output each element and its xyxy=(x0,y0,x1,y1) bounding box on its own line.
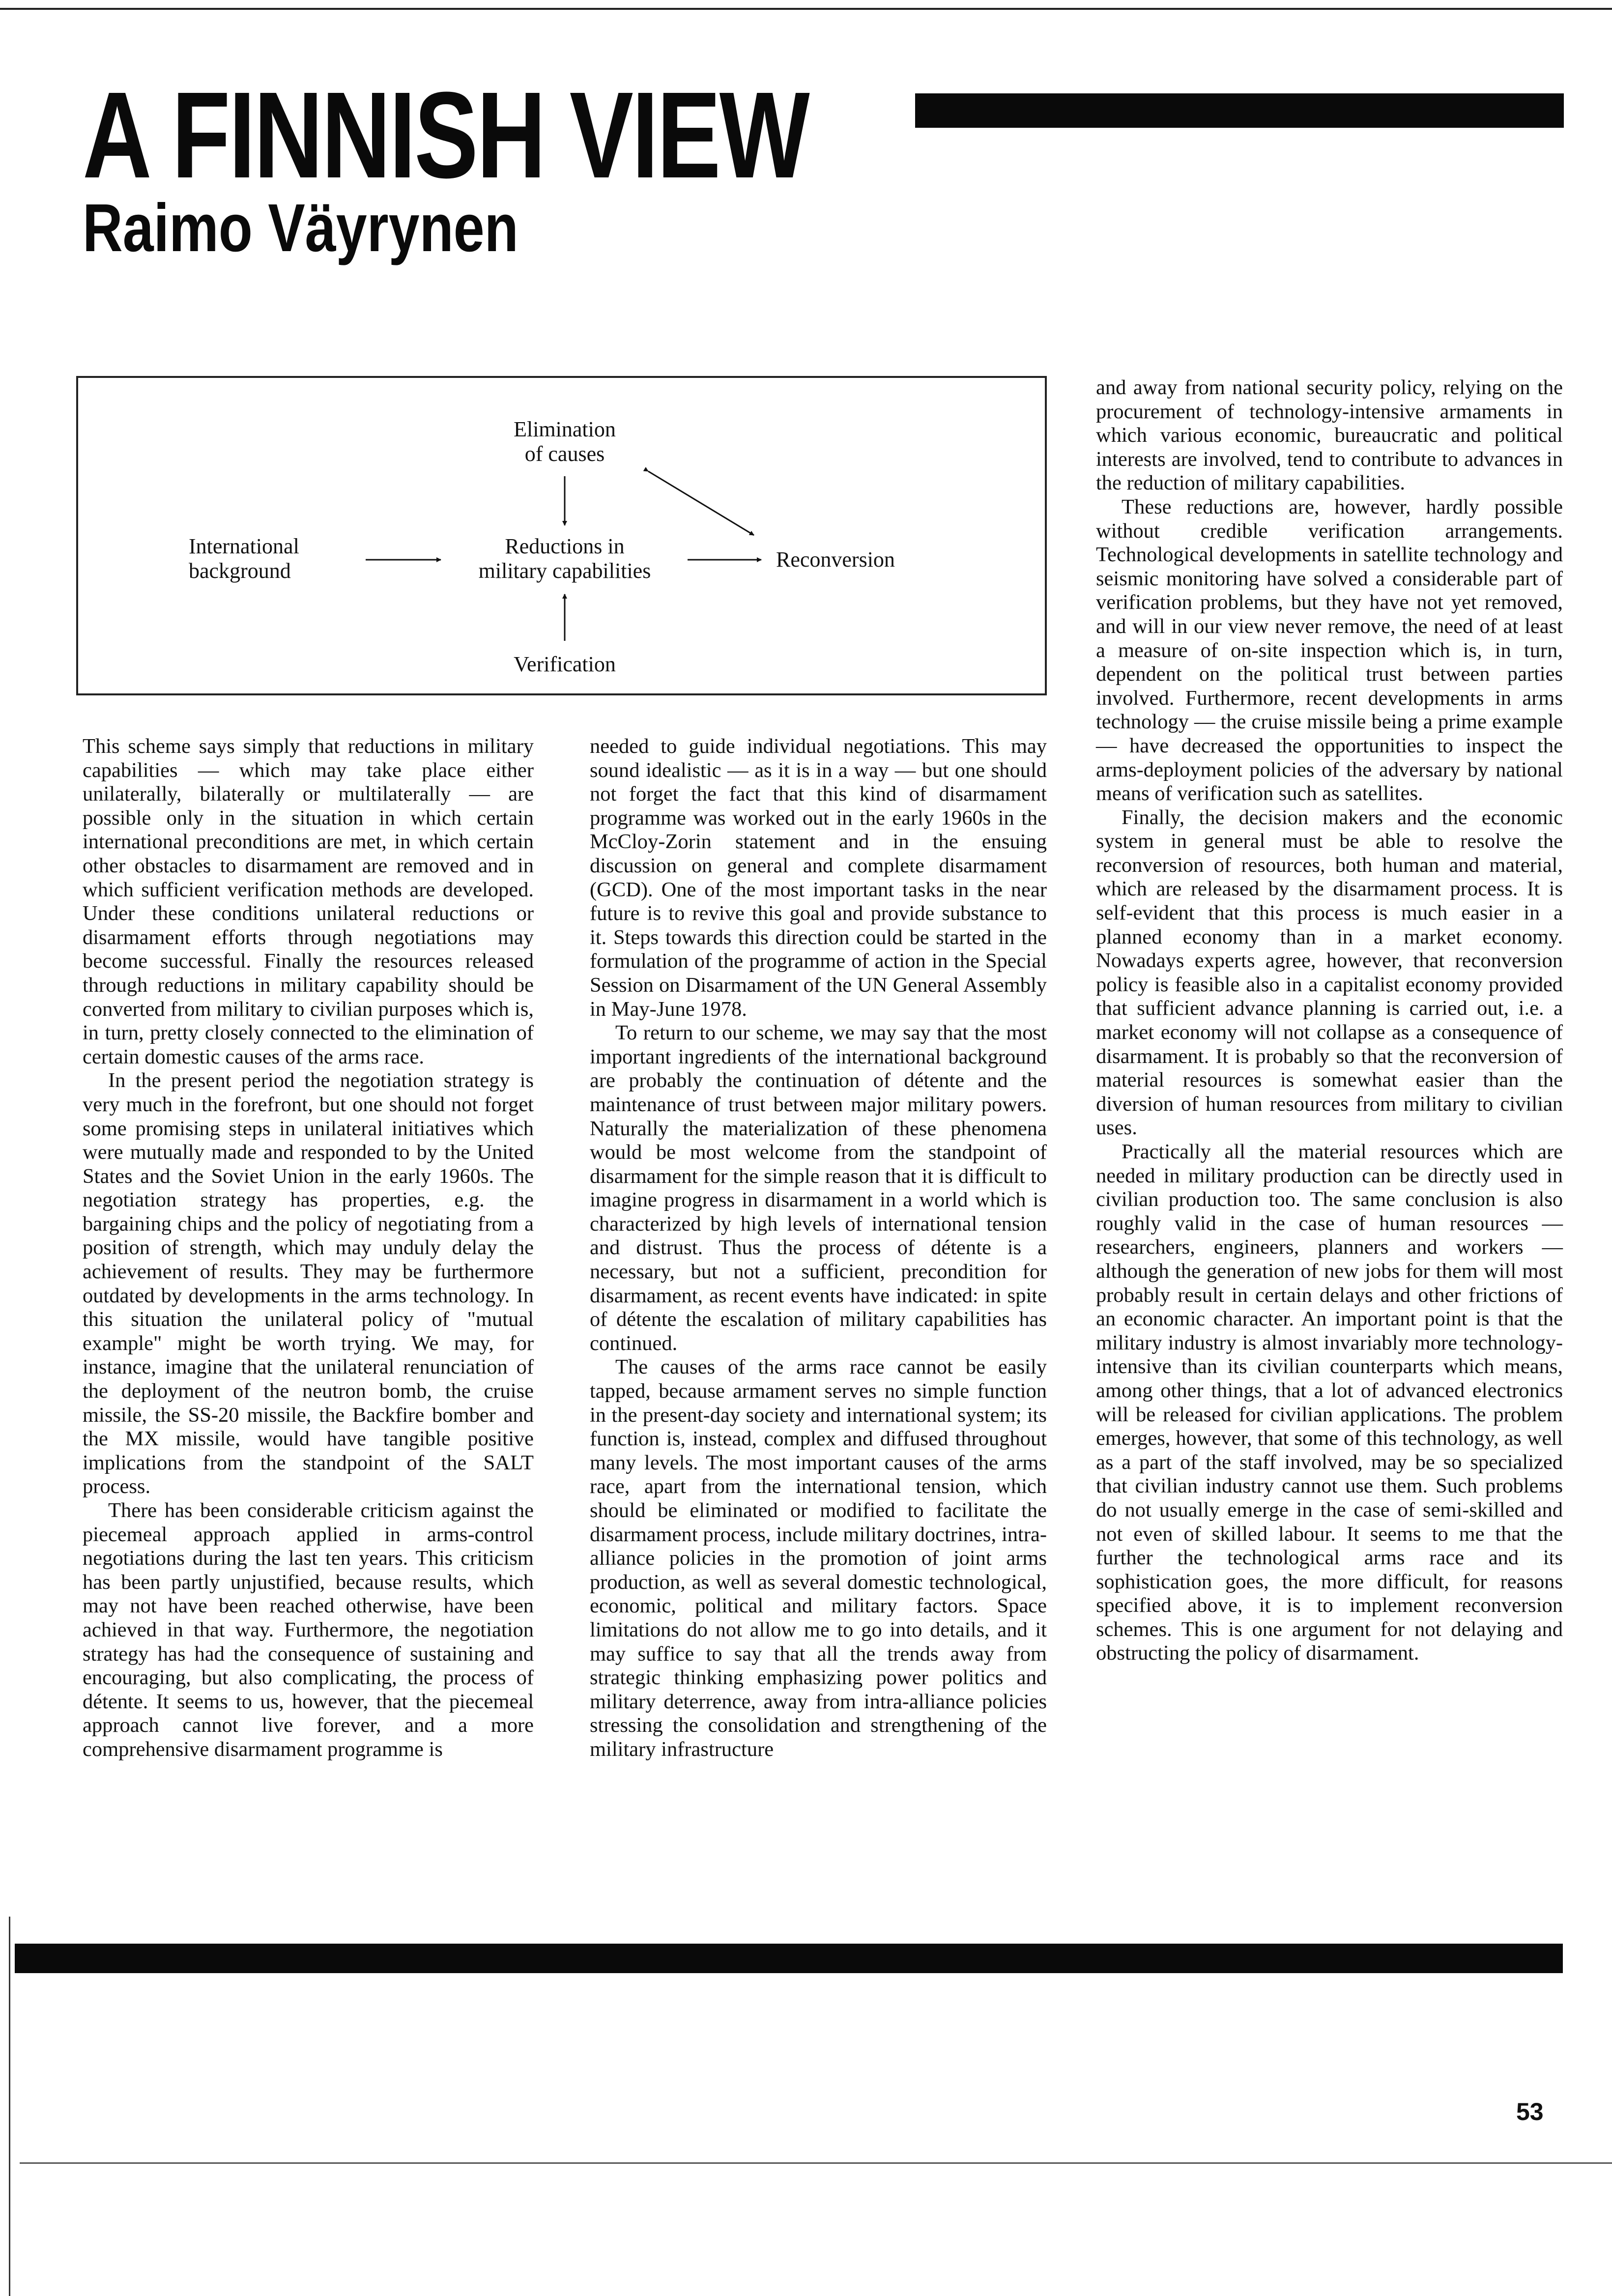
paragraph: needed to guide individual negotiations. This may sound idealistic — as it is in a way — but one should not forget the fact that this kind of disarmament programme was worked out in the early 1960s in the McCloy-Zorin statement and in the ensuing discussion on general and complete disarmament (GCD). One of the most important tasks in the near future is to revive this goal and provide substance to it. Steps towards this direction could be started in the formulation of the programme of action in the Special Session on Disarmament of the UN General Assembly in May-June 1978. xyxy=(590,735,1047,1021)
text-column-1 xyxy=(83,735,534,1762)
paragraph: In the present period the negotiation strategy is very much in the forefront, but one should not forget some promising steps in unilateral initiatives which were mutually made and responded to by the United States and the Soviet Union in the early 1960s. The negotiation strategy has properties, e.g. the bargaining chips and the policy of negotiating from a position of strength, which may unduly delay the achievement of results. They may be furthermore outdated by developments in the arms technology. In this situation the unilateral policy of "mutual example" might be worth trying. We may, for instance, imagine that the unilateral renunciation of the deployment of the neutron bomb, the cruise missile, the SS-20 missile, the Backfire bomber and the MX missile, would have tangible positive implications from the standpoint of the SALT process. xyxy=(83,1069,534,1498)
node-international-background: International background xyxy=(189,534,299,583)
paragraph: These reductions are, however, hardly possible without credible verification arrangements. Technological developments in satellite technology and seismic monitoring have solved a considerable part of verification problems, but they have not yet removed, and will in our view never remove, the need of at least a measure of on-site inspection which is, in turn, dependent on the political trust between parties involved. Furthermore, recent developments in arms technology — the cruise missile being a prime example — have decreased the opportunities to inspect the arms-deployment policies of the adversary by national means of verification such as satellites. xyxy=(1096,495,1563,805)
paragraph: There has been considerable criticism against the piecemeal approach applied in arms-control negotiations during the last ten years. This criticism has been partly unjustified, because results, which may not have been reached otherwise, have been achieved in that way. Furthermore, the negotiation strategy has had the consequence of sustaining and encouraging, but also complicating, the process of détente. It seems to us, however, that the piecemeal approach cannot live forever, and a more comprehensive disarmament programme is xyxy=(83,1499,534,1761)
arrow-cycle-diagonal xyxy=(648,471,754,535)
title-rule-bar xyxy=(915,93,1564,128)
paragraph: and away from national security policy, relying on the procurement of technology-intensive armaments in which various economic, bureaucratic and political interests are involved, tend to contribute to advances in the reduction of military capabilities. xyxy=(1096,376,1563,495)
node-elimination-of-causes: Elimination of causes xyxy=(514,417,616,466)
article-author: Raimo Väyrynen xyxy=(83,190,518,266)
paragraph: To return to our scheme, we may say that the most important ingredients of the international background are probably the continuation of détente and the maintenance of trust between major military powers. Naturally the materialization of these phenomena would be most welcome from the standpoint of disarmament for the simple reason that it is difficult to imagine progress in disarmament in a world which is characterized by high levels of international tension and distrust. Thus the process of détente is a necessary, but not a sufficient, precondition for disarmament, as recent events have indicated: in spite of détente the escalation of military capabilities has continued. xyxy=(590,1021,1047,1355)
article-title: A FINNISH VIEW xyxy=(83,66,808,203)
node-reductions-in-military-capabilities: Reductions in military capabilities xyxy=(478,534,651,583)
node-verification: Verification xyxy=(514,652,616,676)
bottom-rule xyxy=(20,2162,1612,2164)
paragraph: Finally, the decision makers and the economic system in general must be able to resolve the reconversion of resources, both human and material, which are released by the disarmament process. It is self-evident that this process is much easier in a planned economy than in a market economy. Nowadays experts agree, however, that reconversion policy is feasible also in a capitalist economy provided that sufficient advance planning is carried out, i.e. a market economy will not collapse as a consequence of disarmament. It is probably so that the reconversion of material resources is somewhat easier than the diversion of human resources from military to civilian uses. xyxy=(1096,805,1563,1140)
node-reconversion: Reconversion xyxy=(776,547,895,572)
bottom-rule-bar xyxy=(15,1944,1563,1973)
text-column-2 xyxy=(590,735,1047,1762)
paragraph: This scheme says simply that reductions in military capabilities — which may take place either unilaterally, bilaterally or multilaterally — are possible only in the situation in which certain international preconditions are met, in which certain other obstacles to disarmament are removed and in which sufficient verification methods are developed. Under these conditions unilateral reductions or disarmament efforts through negotiations may become successful. Finally the resources released through reductions in military capability should be converted from military to civilian purposes which is, in turn, pretty closely connected to the elimination of certain domestic causes of the arms race. xyxy=(83,735,534,1068)
left-margin-rule xyxy=(9,1917,10,2296)
paragraph: Practically all the material resources which are needed in military production can be directly used in civilian production too. The same conclusion is also roughly valid in the case of human resources — researchers, engineers, planners and workers — although the generation of new jobs for them will most probably result in certain delays and other frictions of an economic character. An important point is that the military industry is almost invariably more technology-intensive than its civilian counterparts which means, among other things, that a lot of advanced electronics will be released for civilian applications. The problem emerges, however, that some of this technology, as well as a part of the staff involved, may be so specialized that civilian industry cannot use them. Such problems do not usually emerge in the case of semi-skilled and not even of skilled labour. It seems to me that the further the technological arms race and its sophistication goes, the more difficult, for reasons specified above, it is to implement reconversion schemes. This is one argument for not delaying and obstructing the policy of disarmament. xyxy=(1096,1140,1563,1665)
scheme-diagram xyxy=(76,376,1047,695)
page-number: 53 xyxy=(1516,2098,1544,2125)
text-column-3 xyxy=(1096,376,1563,1665)
paragraph: The causes of the arms race cannot be easily tapped, because armament serves no simple function in the present-day society and international system; its function is, instead, complex and diffused throughout many levels. The most important causes of the arms race, apart from the international tension, which should be eliminated or modified to facilitate the disarmament process, include military doctrines, intra-alliance policies in the promotion of joint arms production, as well as several domestic technological, economic, political and military factors. Space limitations do not allow me to go into details, and it may suffice to say that all the trends away from strategic thinking emphasizing power politics and military deterrence, away from intra-alliance policies stressing the consolidation and strengthening of the military infrastructure xyxy=(590,1355,1047,1761)
top-rule xyxy=(0,8,1612,10)
